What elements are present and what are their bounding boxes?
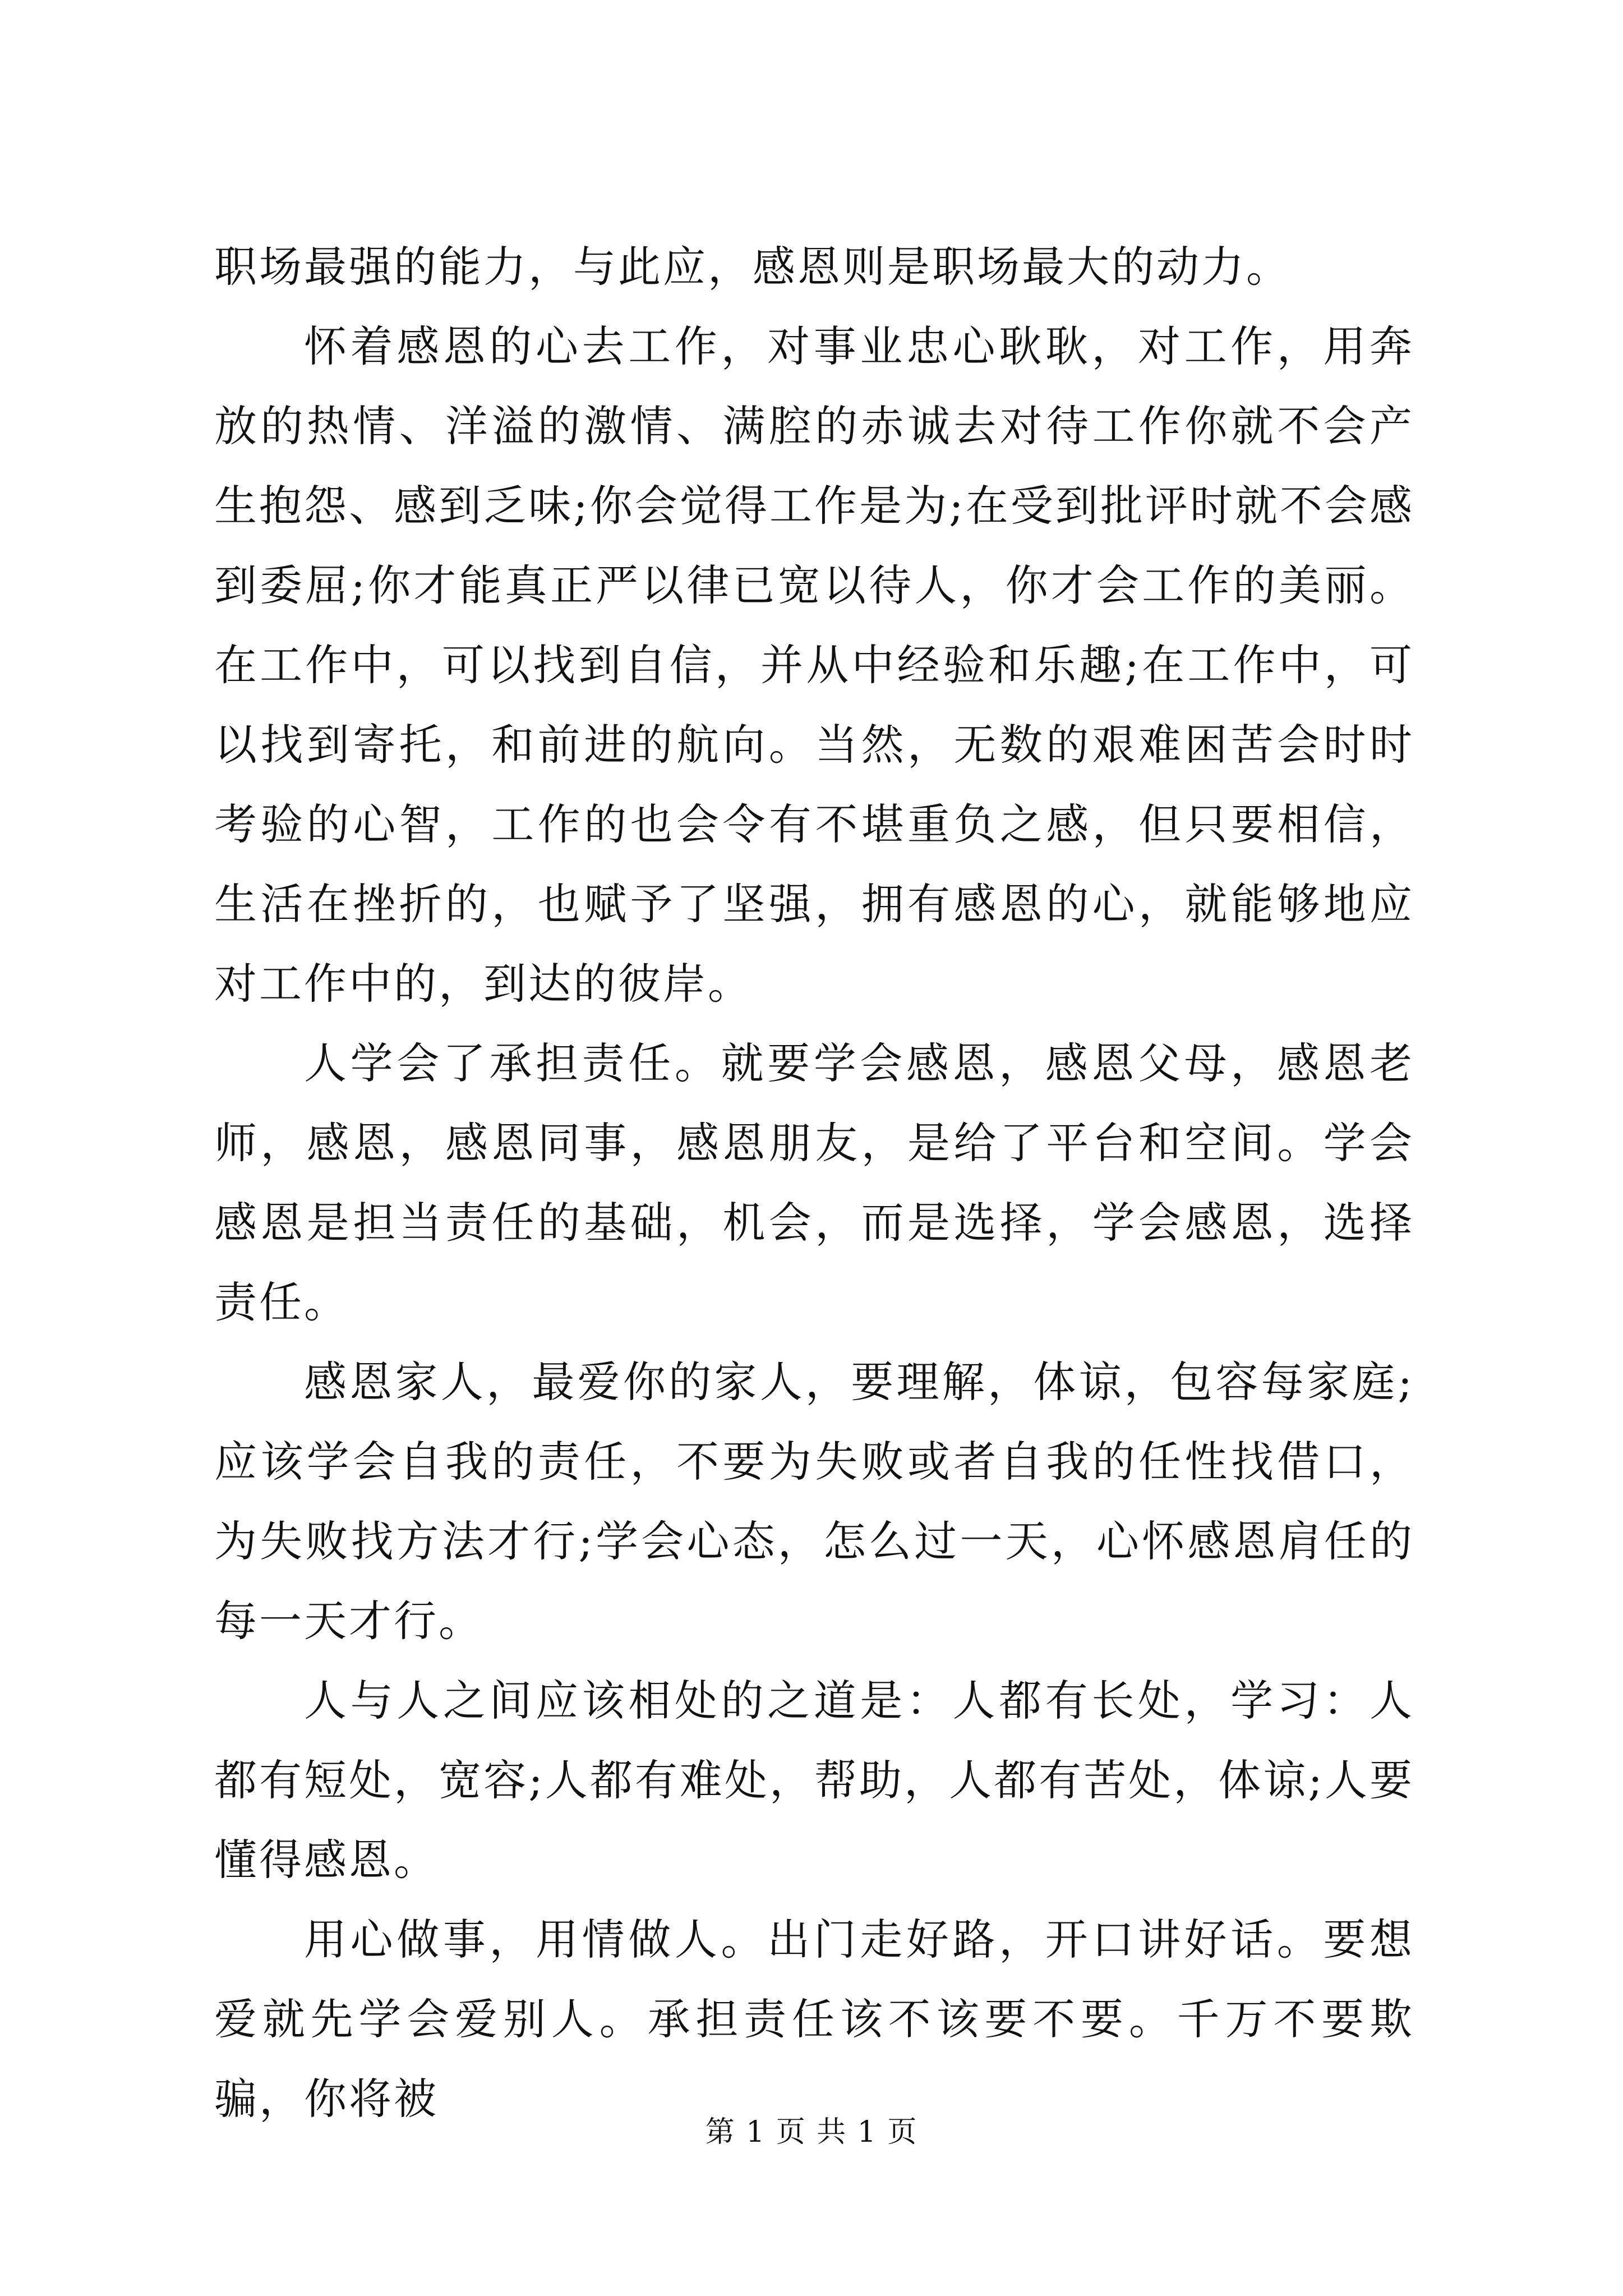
paragraph-6: 用心做事，用情做人。出门走好路，开口讲好话。要想爱就先学会爱别人。承担责任该不该要不要。千万不要欺骗，你将被 [214,1915,1414,2124]
document-body [214,227,1414,2139]
paragraph-5: 人与人之间应该相处的之道是：人都有长处，学习：人都有短处，宽容;人都有难处，帮助，人都有苦处，体谅;人要懂得感恩。 [214,1676,1414,1885]
paragraph-2: 怀着感恩的心去工作，对事业忠心耿耿，对工作，用奔放的热情、洋溢的激情、满腔的赤诚去对待工作你就不会产生抱怨、感到乏味;你会觉得工作是为;在受到批评时就不会感到委屈;你才能真正严以律已宽以待人，你才会工作的美丽。在工作中，可以找到自信，并从中经验和乐趣;在工作中，可以找到寄托，和前进的航向。当然，无数的艰难困苦会时时考验的心智，工作的也会令有不堪重负之感，但只要相信，生活在挫折的，也赋予了坚强，拥有感恩的心，就能够地应对工作中的，到达的彼岸。 [214,321,1414,1009]
paragraph-3: 人学会了承担责任。就要学会感恩，感恩父母，感恩老师，感恩，感恩同事，感恩朋友，是给了平台和空间。学会感恩是担当责任的基础，机会，而是选择，学会感恩，选择责任。 [214,1038,1414,1327]
paragraph-1: 职场最强的能力，与此应，感恩则是职场最大的动力。 [214,242,1291,292]
page-footer: 第 1 页 共 1 页 [705,2115,918,2149]
paragraph-4: 感恩家人，最爱你的家人，要理解，体谅，包容每家庭;应该学会自我的责任，不要为失败或者自我的任性找借口，为失败找方法才行;学会心态，怎么过一天，心怀感恩肩任的每一天才行。 [214,1357,1414,1646]
